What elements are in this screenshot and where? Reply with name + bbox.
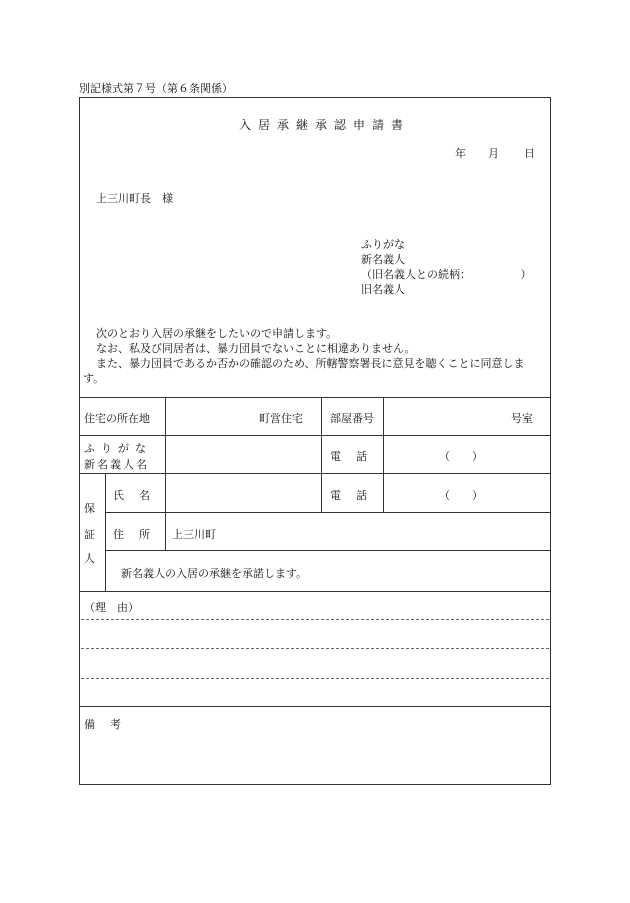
- furigana-label: ふりがな: [84, 442, 152, 455]
- statement-line-2: なお、私及び同居者は、暴力団員でないことに相違ありません。: [96, 342, 416, 355]
- new-holder-name-label: 新名義人名: [84, 458, 149, 471]
- town-housing-label: 町営住宅: [259, 412, 303, 425]
- col-divider: [383, 473, 384, 512]
- reason-ruled-line: [81, 648, 549, 649]
- guarantor-char-2: 証: [84, 528, 95, 541]
- date-month-label: 月: [488, 147, 499, 160]
- col-divider: [165, 397, 166, 473]
- old-holder-label: 旧名義人: [361, 283, 405, 296]
- guarantor-phone-parens: （ ）: [439, 489, 483, 502]
- reason-ruled-line: [81, 678, 549, 679]
- col-divider: [105, 473, 106, 591]
- col-divider: [321, 473, 322, 512]
- row-divider: [79, 435, 551, 436]
- table-top-line: [79, 397, 551, 398]
- phone-parens: （ ）: [439, 450, 483, 463]
- guarantor-name-label: 氏 名: [113, 489, 152, 502]
- row-divider: [79, 591, 551, 592]
- guarantor-address-label: 住 所: [113, 528, 152, 541]
- remarks-divider: [79, 706, 551, 707]
- col-divider: [321, 397, 322, 473]
- col-divider: [165, 473, 166, 550]
- form-number-note: 別記様式第７号（第６条関係）: [79, 82, 233, 95]
- guarantor-consent: 新名義人の入居の承継を承諾します。: [121, 567, 308, 580]
- location-label: 住宅の所在地: [84, 412, 150, 425]
- row-divider: [105, 512, 551, 513]
- guarantor-address-value: 上三川町: [172, 528, 216, 541]
- form-title: 入居承継承認申請書: [239, 118, 411, 132]
- reason-label: （理 由）: [84, 601, 139, 614]
- row-divider: [79, 473, 551, 474]
- guarantor-char-3: 人: [84, 552, 95, 565]
- row-divider: [105, 550, 551, 551]
- room-suffix-label: 号室: [511, 412, 533, 425]
- new-holder-label: 新名義人: [361, 253, 405, 266]
- statement-line-3-cont: す。: [83, 372, 105, 385]
- date-year-label: 年: [455, 147, 466, 160]
- guarantor-phone-label: 電 話: [330, 489, 369, 502]
- statement-line-3: また、暴力団員であるか否かの確認のため、所轄警察署長に意見を聴くことに同意しま: [96, 357, 525, 370]
- phone-label: 電 話: [330, 450, 369, 463]
- col-divider: [383, 397, 384, 473]
- room-number-label: 部屋番号: [330, 412, 374, 425]
- date-day-label: 日: [524, 147, 535, 160]
- relation-label: （旧名義人との続柄： ）: [361, 268, 532, 281]
- remarks-label: 備 考: [84, 718, 123, 731]
- addressee: 上三川町長 様: [96, 192, 173, 205]
- statement-line-1: 次のとおり入居の承継をしたいので申請します。: [96, 327, 338, 340]
- guarantor-char-1: 保: [84, 502, 95, 515]
- reason-ruled-line: [81, 619, 549, 620]
- applicant-furigana-label: ふりがな: [361, 238, 405, 251]
